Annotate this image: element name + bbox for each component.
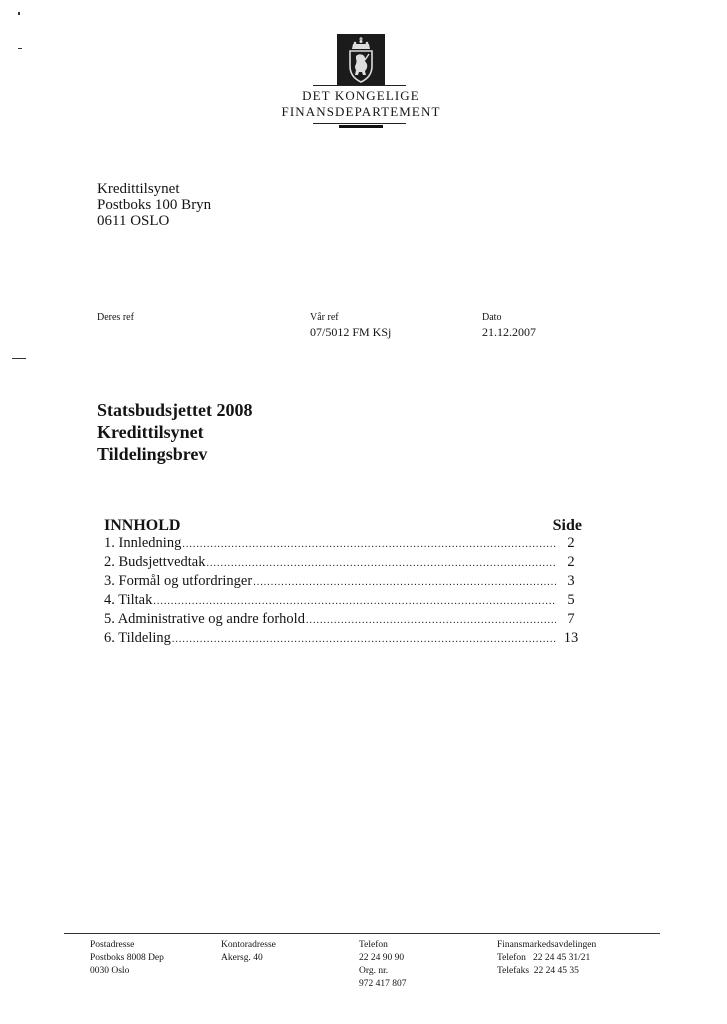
date-value: 21.12.2007 [482, 325, 536, 339]
footer-value: 22 24 90 90 [359, 953, 405, 963]
footer-dept-phone [497, 952, 596, 965]
var-ref-value: 07/5012 FM KSj [310, 325, 392, 339]
toc-leader [207, 558, 557, 569]
toc-leader [182, 539, 556, 550]
footer-label: Telefon [497, 953, 526, 963]
toc-leader [253, 577, 556, 588]
deres-ref [97, 312, 134, 323]
title-line: Tildelingsbrev [97, 444, 208, 464]
divider-thick [339, 125, 383, 128]
toc-item-label: 4. Tiltak [104, 592, 153, 608]
divider [313, 123, 406, 124]
toc-item [104, 630, 582, 649]
toc-item [104, 573, 582, 592]
recipient-street: Postboks 100 Bryn [97, 197, 212, 213]
footer-value: Postboks 8008 Dep [90, 953, 164, 963]
footer-department [497, 939, 596, 978]
recipient-name: Kredittilsynet [97, 181, 180, 197]
footer-value: 22 24 45 35 [533, 966, 579, 976]
toc-item-label: 2. Budsjettvedtak [104, 554, 206, 570]
title-line: Statsbudsjettet 2008 [97, 400, 253, 420]
ministry-name-line2: FINANSDEPARTEMENT [281, 104, 441, 119]
footer-value: 22 24 45 31/21 [533, 953, 591, 963]
toc-item-page: 2 [567, 535, 575, 551]
scan-mark [18, 12, 20, 15]
scan-mark [12, 358, 26, 359]
deres-ref-label: Deres ref [97, 312, 134, 323]
scan-mark [18, 48, 22, 49]
toc-item-page: 7 [567, 611, 575, 627]
toc-item-page: 3 [567, 573, 575, 589]
toc-item [104, 554, 582, 573]
footer-phone [359, 939, 407, 991]
toc-item-page: 2 [567, 554, 575, 570]
footer-label: Org. nr. [359, 966, 389, 976]
ministry-name-line1: DET KONGELIGE [302, 88, 420, 103]
divider [313, 85, 406, 86]
footer-value: 972 417 807 [359, 979, 407, 989]
recipient-address [97, 181, 211, 229]
footer-label: Telefaks [497, 966, 530, 976]
toc-item [104, 592, 582, 611]
toc-item-label: 5. Administrative og andre forhold [104, 611, 305, 627]
recipient-postal: 0611 OSLO [97, 213, 170, 229]
footer-value: 0030 Oslo [90, 966, 130, 976]
toc-leader [172, 634, 556, 645]
footer-postal-address [90, 939, 164, 978]
footer-label: Kontoradresse [221, 940, 276, 950]
toc-leader [306, 615, 556, 626]
title-line: Kredittilsynet [97, 422, 204, 442]
table-of-contents [104, 515, 582, 649]
toc-heading: INNHOLD [104, 517, 181, 534]
footer-label: Postadresse [90, 940, 135, 950]
footer-divider [64, 933, 660, 934]
toc-item [104, 611, 582, 630]
var-ref [310, 312, 391, 340]
coat-of-arms-icon [337, 34, 385, 86]
toc-item-label: 1. Innledning [104, 535, 182, 551]
var-ref-label: Vår ref [310, 312, 339, 323]
toc-item-label: 3. Formål og utfordringer [104, 573, 253, 589]
footer-label: Telefon [359, 940, 388, 950]
toc-item [104, 535, 582, 554]
footer-office-address [221, 939, 276, 965]
toc-item-page: 5 [567, 592, 575, 608]
toc-leader [153, 596, 556, 607]
footer-value: Akersg. 40 [221, 953, 263, 963]
toc-header [104, 515, 582, 535]
document-title [97, 399, 253, 465]
footer-label: Finansmarkedsavdelingen [497, 940, 597, 950]
date-label: Dato [482, 312, 502, 323]
toc-item-page: 13 [563, 630, 579, 646]
toc-side-label: Side [552, 517, 582, 534]
toc-item-label: 6. Tildeling [104, 630, 171, 646]
footer-dept-fax [497, 965, 596, 978]
date-ref [482, 312, 536, 340]
